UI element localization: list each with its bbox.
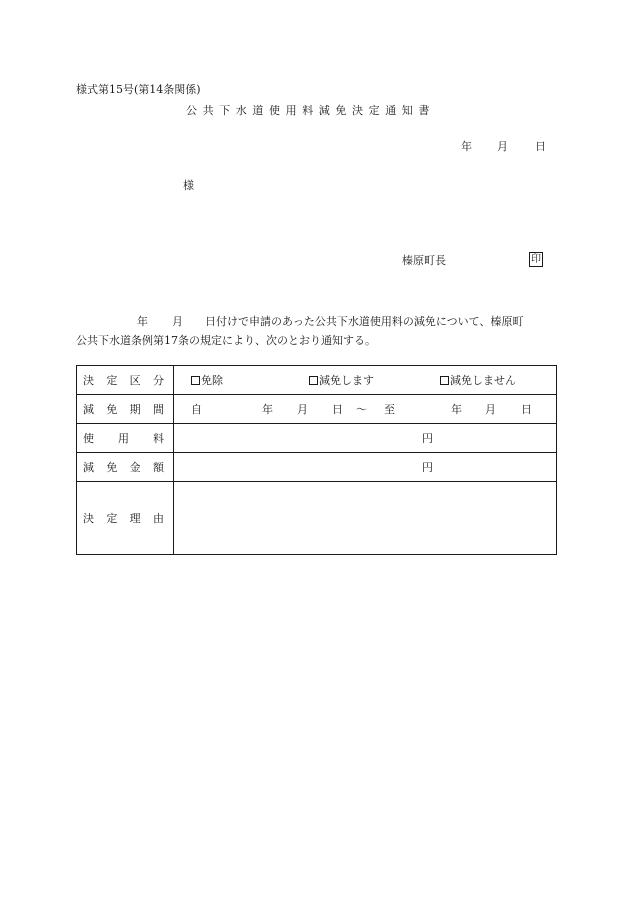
date-month-label: 月 [497, 140, 508, 153]
usage-fee-unit: 円 [422, 432, 433, 445]
option-exemption-label: 免除 [201, 374, 223, 387]
decision-table [76, 365, 557, 555]
date-day-label: 日 [535, 140, 546, 153]
form-number: 様式第15号(第14条関係) [76, 83, 201, 96]
period-from-year: 年 [262, 403, 273, 416]
sender-title: 榛原町長 [402, 254, 446, 267]
table-row-decision-category [77, 366, 557, 395]
usage-fee-label: 使用料 [77, 424, 174, 453]
body-text [76, 312, 523, 350]
option-no-reduce[interactable] [440, 372, 516, 388]
option-exemption[interactable] [191, 372, 223, 388]
table-row-reduction-period [77, 395, 557, 424]
reduction-amount-unit: 円 [422, 461, 433, 474]
decision-reason-label: 決定理由 [77, 482, 174, 555]
checkbox-icon[interactable] [309, 376, 318, 385]
addressee-suffix: 様 [183, 179, 194, 192]
option-reduce-label: 減免します [319, 374, 374, 387]
period-from-label: 自 [191, 403, 202, 416]
period-from-day: 日 [332, 403, 343, 416]
body-line-1 [76, 312, 523, 331]
decision-category-label: 決定区分 [77, 366, 174, 395]
body-month-label: 月 [172, 315, 183, 328]
reduction-amount-label: 減免金額 [77, 453, 174, 482]
body-line-1-text: 日付けで申請のあった公共下水道使用料の減免について、榛原町 [205, 315, 524, 328]
checkbox-icon[interactable] [191, 376, 200, 385]
period-tilde: ～ [356, 403, 367, 416]
table-row-reduction-amount [77, 453, 557, 482]
period-to-day: 日 [521, 403, 532, 416]
reduction-period-label: 減免期間 [77, 395, 174, 424]
date-year-label: 年 [461, 140, 472, 153]
period-to-month: 月 [485, 403, 496, 416]
table-row-decision-reason [77, 482, 557, 555]
document-title: 公共下水道使用料減免決定通知書 [186, 104, 435, 117]
seal-mark: 印 [531, 254, 541, 265]
reduction-amount-field[interactable] [174, 453, 557, 482]
option-reduce[interactable] [309, 372, 374, 388]
reduction-period-field[interactable] [174, 395, 557, 424]
period-to-label: 至 [384, 403, 395, 416]
body-year-label: 年 [137, 315, 148, 328]
period-to-year: 年 [451, 403, 462, 416]
period-from-month: 月 [297, 403, 308, 416]
table-row-usage-fee [77, 424, 557, 453]
option-no-reduce-label: 減免しません [450, 374, 516, 387]
decision-reason-field[interactable] [174, 482, 557, 555]
usage-fee-field[interactable] [174, 424, 557, 453]
body-line-2: 公共下水道条例第17条の規定により、次のとおり通知する。 [76, 334, 376, 347]
checkbox-icon[interactable] [440, 376, 449, 385]
decision-category-options [174, 366, 557, 395]
